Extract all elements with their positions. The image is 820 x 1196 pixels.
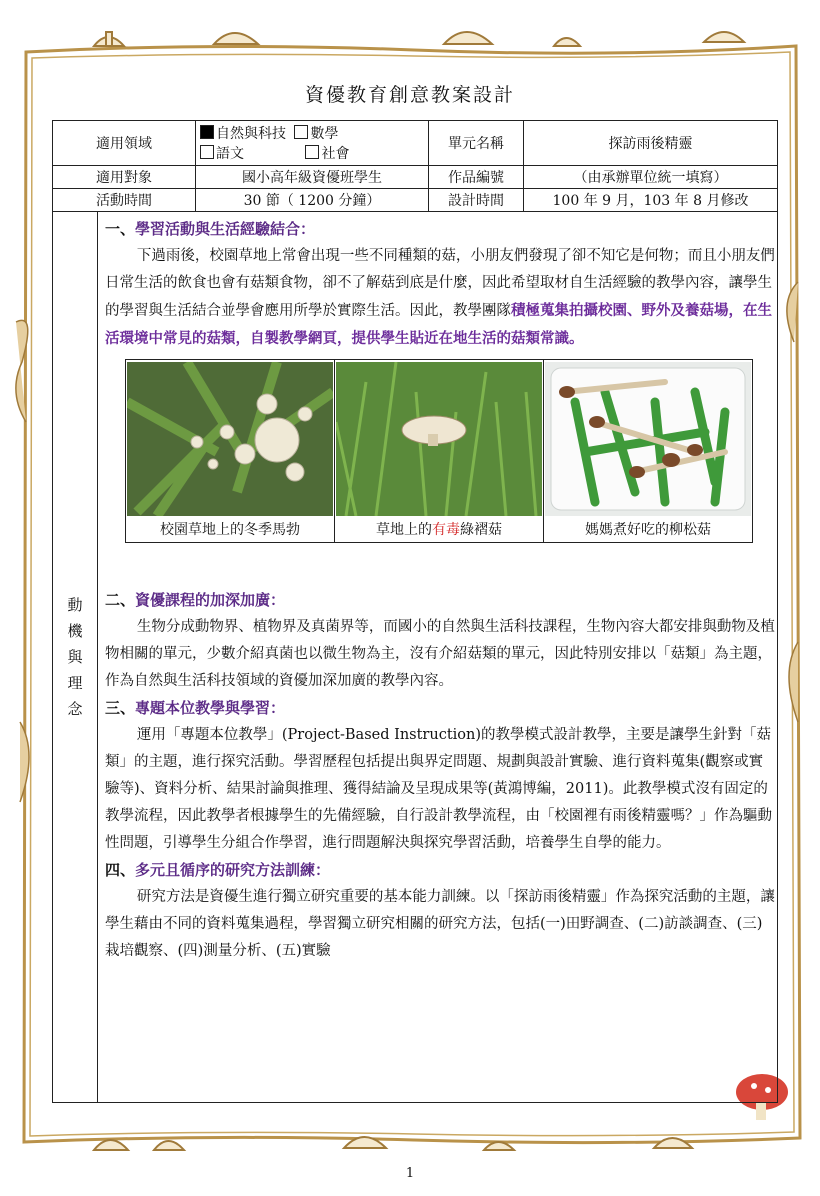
design-time-value: 100 年 9 月，103 年 8 月修改 <box>524 189 778 212</box>
page-number: 1 <box>405 1166 415 1181</box>
section-heading: 三、專題本位教學與學習： <box>105 699 286 717</box>
work-no-value: （由承辦單位統一填寫） <box>524 166 778 189</box>
option-social[interactable]: 社會 <box>305 146 349 162</box>
time-label: 活動時間 <box>53 189 196 212</box>
side-label: 動 機 與 理 念 <box>67 596 83 718</box>
option-language[interactable]: 語文 <box>200 146 244 162</box>
checkbox-empty-icon <box>294 125 308 139</box>
field-options <box>196 121 429 166</box>
section-heading: 一、學習活動與生活經驗結合： <box>105 220 316 238</box>
section-paragraph: 生物分成動物界、植物界及真菌界等，而國小的自然與生活科技課程，生物內容大都安排與動物及植物相關的單元，少數介紹真菌也以微生物為主，沒有介紹菇類的單元，因此特別安排以「菇類」為主題，作為自然與生活科技領域的資優加深加廣的教學內容。 <box>105 619 775 689</box>
puffball-photo <box>127 362 333 516</box>
photo-caption-3: 媽媽煮好吃的柳松菇 <box>585 522 711 538</box>
checkbox-empty-icon <box>200 145 214 159</box>
photo-caption-2: 草地上的有毒綠褶菇 <box>376 522 502 538</box>
photo-caption-1: 校園草地上的冬季馬勃 <box>160 522 300 538</box>
design-time-label: 設計時間 <box>429 189 524 212</box>
target-value: 國小高年級資優班學生 <box>196 166 429 189</box>
document-title: 資優教育創意教案設計 <box>304 84 515 106</box>
option-math[interactable]: 數學 <box>294 126 338 142</box>
work-no-label: 作品編號 <box>429 166 524 189</box>
section-heading: 二、資優課程的加深加廣： <box>105 591 286 609</box>
section-paragraph: 研究方法是資優生進行獨立研究重要的基本能力訓練。以「探訪雨後精靈」作為探究活動的主題，讓學生藉由不同的資料蒐集過程，學習獨立研究相關的研究方法，包括(一)田野調查、(二)訪談調查、(三)栽培觀察、(四)測量分析、(五)實驗 <box>105 889 775 959</box>
checkbox-checked-icon <box>200 125 214 139</box>
unit-label: 單元名稱 <box>429 121 524 166</box>
field-label: 適用領域 <box>53 121 196 166</box>
target-label: 適用對象 <box>53 166 196 189</box>
section-paragraph: 下過雨後，校園草地上常會出現一些不同種類的菇，小朋友們發現了卻不知它是何物；而且小朋友們日常生活的飲食也會有菇類食物，卻不了解菇到底是什麼，因此希望取材自生活經驗的教學內容，讓學生的學習與生活結合並學會應用所學於實際生活。因此，教學團隊積極蒐集拍攝校園、野外及養菇場，在生活環境中常見的菇類，自製教學網頁，提供學生貼近在地生活的菇類常識。 <box>105 248 775 347</box>
green-spored-mushroom-photo <box>336 362 542 516</box>
section-heading: 四、多元且循序的研究方法訓練： <box>105 861 331 879</box>
cooked-mushroom-photo <box>545 362 751 516</box>
side-column <box>53 212 98 1102</box>
photo-table <box>125 359 753 543</box>
motivation-section <box>52 212 778 1103</box>
lesson-info-table <box>52 120 778 212</box>
motivation-content <box>105 212 775 965</box>
option-science[interactable]: 自然與科技 <box>200 126 286 142</box>
time-value: 30 節（ 1200 分鐘） <box>196 189 429 212</box>
checkbox-empty-icon <box>305 145 319 159</box>
unit-value: 探訪雨後精靈 <box>524 121 778 166</box>
section-paragraph: 運用「專題本位教學」(Project-Based Instruction)的教學模式設計教學，主要是讓學生針對「菇類」的主題，進行探究活動。學習歷程包括提出與界定問題、規劃與設計實驗、進行資料蒐集(觀察或實驗等)、資料分析、結果討論與推理、獲得結論及呈現成果等(黃鴻博編，2011)。此教學模式沒有固定的教學流程，因此教學者根據學生的先備經驗，自行設計教學流程，由「校園裡有雨後精靈嗎？」作為驅動性問題，引導學生分組合作學習，進行問題解決與探究學習活動，培養學生自學的能力。 <box>105 727 772 851</box>
